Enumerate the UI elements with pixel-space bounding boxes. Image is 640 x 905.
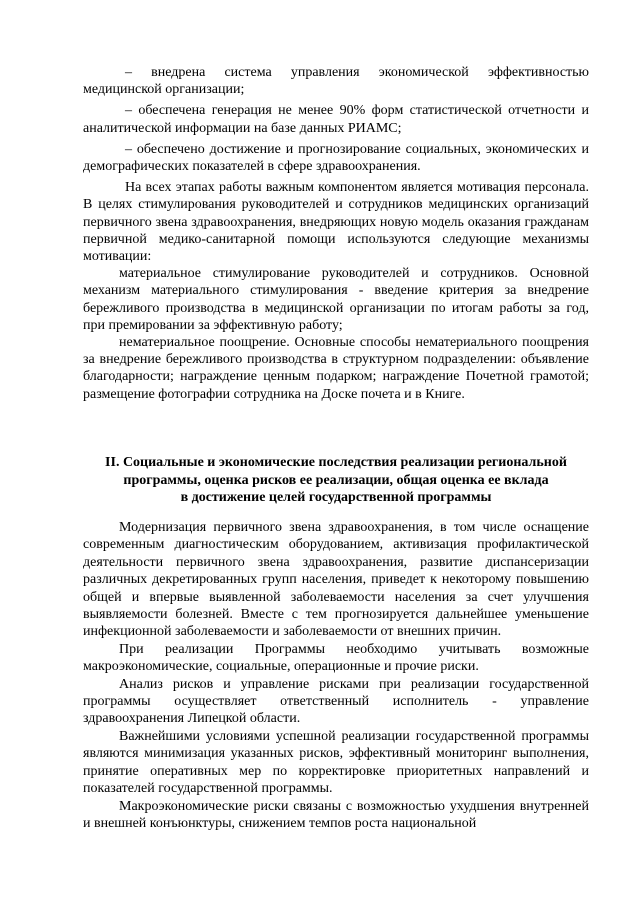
section-heading (83, 454, 589, 507)
paragraph-modernization: Модернизация первичного звена здравоохранения, в том числе оснащение современным диагностическим оборудованием, активизация профилактической деятельности первичного звена здравоохранения, развитие диспансеризации различных декретированных групп населения, приведет к некоторому повышению общей и впервые выявленной заболеваемости населения за счет улучшения выявляемости болезней. Вместе с тем прогнозируется дальнейшее уменьшение инфекционной заболеваемости и заболеваемости от внешних причин. (83, 520, 589, 640)
top-text-block (83, 64, 589, 403)
section-heading-line-3: в достижение целей государственной программы (180, 490, 492, 505)
paragraph-success-conditions: Важнейшими условиями успешной реализации государственной программы являются минимизация указанных рисков, эффективный мониторинг выполнения, принятие оперативных мер по корректировке приоритетных направлений и показателей государственной программы. (83, 728, 589, 797)
paragraph-motivation: На всех этапах работы важным компонентом является мотивация персонала. В целях стимулирования руководителей и сотрудников медицинских организаций первичного звена здравоохранения, внедряющих новую модель оказания гражданам первичной медико-санитарной помощи используются следующие механизмы мотивации: (83, 180, 589, 265)
paragraph-macroeconomic-risks: Макроэкономические риски связаны с возможностью ухудшения внутренней и внешней конъюнктуры, снижением темпов роста национальной (83, 798, 589, 831)
paragraph-risks: При реализации Программы необходимо учитывать возможные макроэкономические, социальные, операционные и прочие риски. (83, 641, 589, 675)
paragraph-nonmaterial-incentive: нематериальное поощрение. Основные способы нематериального поощрения за внедрение бережливого производства в структурном подразделении: объявление благодарности; награждение ценным подарком; награждение Почетной грамотой; размещение фотографии сотрудника на Доске почета и в Книге. (83, 335, 589, 402)
paragraph-material-incentive: материальное стимулирование руководителей и сотрудников. Основной механизм материального стимулирования - введение критерия за внедрение бережливого производства в медицинской организации по итогам работы за год, при премировании за эффективную работу; (83, 266, 589, 333)
bottom-text-block (83, 519, 589, 832)
list-item-statistics: – обеспечена генерация не менее 90% форм статистической отчетности и аналитической информации на базе данных РИАМС; (83, 103, 589, 136)
list-item-forecasting: – обеспечено достижение и прогнозирование социальных, экономических и демографических показателей в сфере здравоохранения. (83, 141, 589, 175)
section-heading-line-2: программы, оценка рисков ее реализации, общая оценка ее вклада (123, 472, 549, 488)
section-heading-line-1: II. Социальные и экономические последствия реализации региональной (105, 455, 567, 470)
list-item-efficiency: – внедрена система управления экономической эффективностью медицинской организации; (83, 65, 589, 98)
paragraph-risk-analysis: Анализ рисков и управление рисками при реализации государственной программы осуществляет ответственный исполнитель - управление здравоохранения Липецкой области. (83, 676, 589, 727)
